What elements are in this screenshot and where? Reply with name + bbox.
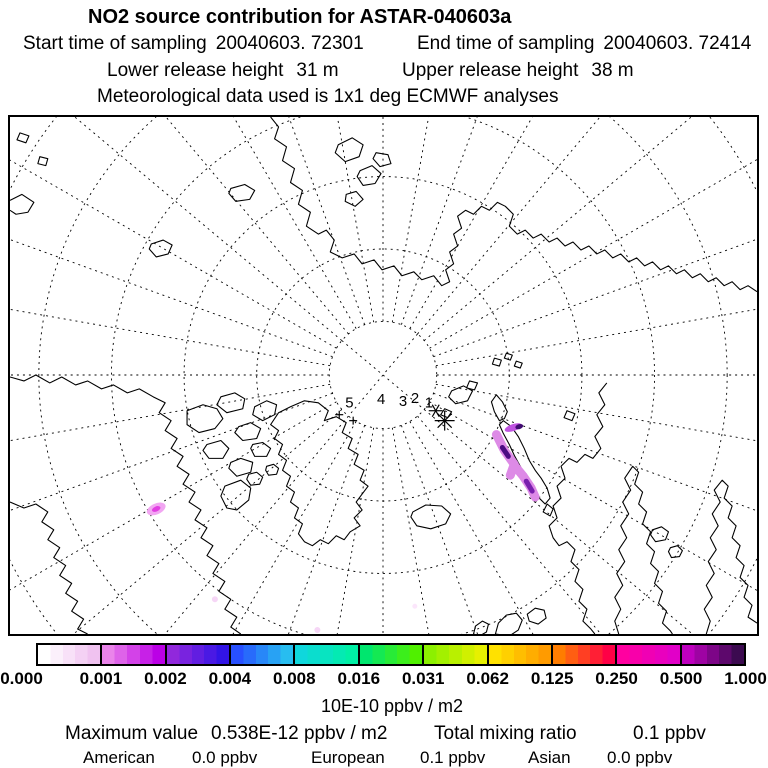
region-name: Asian [528, 748, 571, 767]
colorbar-segment [38, 645, 102, 664]
flight-track [335, 391, 454, 431]
coastline-denmark [495, 613, 522, 634]
island-kolguev [564, 411, 575, 421]
island-canadian-5 [229, 458, 253, 476]
region-name: European [311, 748, 385, 767]
coastline-baltic [615, 466, 673, 634]
meridian-line [401, 117, 689, 325]
colorbar [36, 643, 746, 666]
meridian-line [77, 425, 365, 634]
track-waypoint-label: 2 [410, 390, 420, 407]
colorbar-tick-label: 0.008 [273, 669, 316, 688]
map-frame [8, 115, 759, 636]
island-canadian-3 [235, 423, 261, 441]
colorbar-segment [360, 645, 424, 664]
polar-map [10, 117, 757, 634]
island-uk [527, 608, 546, 624]
max-value-label: Maximum value [65, 723, 199, 744]
start-time-label: Start time of sampling [23, 33, 207, 54]
upper-release-label: Upper release height [402, 60, 579, 81]
meridian-line [228, 117, 374, 322]
colorbar-tick-label: 0.250 [595, 669, 638, 688]
island-franz-josef-2 [504, 353, 512, 360]
lower-release-value: 31 m [296, 60, 339, 81]
coastline-north-america [10, 375, 241, 634]
meridian-line [436, 220, 757, 366]
island-novaya-zemlya-south [499, 421, 550, 504]
island-canadian-4 [203, 440, 229, 458]
colorbar-tick-label: 0.001 [79, 669, 123, 688]
island-vaygach [543, 504, 553, 516]
lake-ladoga [651, 527, 669, 542]
start-time-group [23, 33, 364, 55]
meridian-line [433, 393, 757, 634]
meridian-line [430, 117, 757, 348]
colorbar-segment [102, 645, 166, 664]
meridian-line [10, 117, 333, 357]
meridian-line [436, 384, 757, 530]
meridian-line [10, 393, 333, 634]
island-severnaya-2 [357, 166, 381, 186]
island-canadian-8 [266, 464, 279, 475]
meridian-line [10, 117, 342, 341]
meridian-line [424, 409, 757, 634]
colorbar-tick-label: 0.062 [466, 669, 509, 688]
meridian-line [10, 220, 330, 366]
island-svalbard-2 [467, 381, 478, 390]
meridian-line [77, 117, 365, 325]
colorbar-segment [295, 645, 359, 664]
meridian-line [10, 409, 342, 634]
coastline-europe-east [704, 480, 757, 634]
island-wrangel [229, 184, 255, 201]
island-canadian-2 [217, 393, 245, 413]
island-new-siberian [149, 240, 172, 257]
colorbar-segment [682, 645, 744, 664]
upper-release-value: 38 m [591, 60, 634, 81]
lake-onega [668, 546, 682, 558]
region-name: American [83, 748, 155, 767]
colorbar-segment [424, 645, 488, 664]
colorbar-tick-label: 0.002 [144, 669, 187, 688]
track-waypoint-label: 5 [345, 395, 354, 412]
start-time-value: 20040603. 72301 [215, 33, 364, 54]
meridian-line [424, 117, 757, 341]
meridian-line [418, 416, 757, 634]
island-franz-josef-1 [492, 358, 501, 366]
plot-title: NO2 source contribution for ASTAR-040603a [88, 6, 512, 28]
colorbar-tick-label: 0.004 [208, 669, 252, 688]
colorbar-tick-label: 0.016 [337, 669, 381, 688]
end-time-label: End time of sampling [417, 33, 595, 54]
colorbar-segment [231, 645, 295, 664]
end-time-value: 20040603. 72414 [603, 33, 752, 54]
plume-dot-2 [314, 627, 320, 633]
island-small-2 [38, 157, 48, 166]
meridian-line [430, 402, 757, 634]
colorbar-tick-label: 0.500 [659, 669, 703, 688]
max-value-number: 0.538E-12 ppbv / m2 [211, 723, 388, 744]
colorbar-tick-label: 0.125 [530, 669, 574, 688]
meridian-line [410, 117, 757, 329]
end-time-group [417, 33, 751, 55]
colorbar-segment [553, 645, 617, 664]
upper-release-group [402, 60, 634, 82]
lower-release-label: Lower release height [107, 60, 284, 81]
met-data-line [97, 86, 559, 108]
region-value: 0.1 ppbv [420, 748, 486, 767]
island-severnaya-1 [335, 138, 363, 162]
mixing-ratio-label: Total mixing ratio [434, 723, 577, 744]
coastline-north-america-south [10, 502, 88, 634]
colorbar-segment [489, 645, 553, 664]
met-data-text: Meteorological data used is 1x1 deg ECMWF analyses [97, 86, 559, 107]
concentration-plume [145, 422, 535, 633]
meridian-line [433, 117, 757, 357]
island-svalbard-3 [441, 409, 452, 418]
meridian-line [10, 117, 356, 329]
island-franz-josef-3 [514, 361, 522, 368]
coastline-scandinavia-west [549, 383, 607, 634]
island-small-1 [17, 133, 29, 143]
plume-dot-3 [412, 604, 417, 609]
track-waypoint-label: 1 [424, 395, 434, 412]
coastline-siberia [271, 117, 757, 292]
meridian-line [418, 117, 757, 334]
graticule-grid [10, 117, 757, 634]
region-value: 0.0 ppbv [192, 748, 258, 767]
plume-dot-1 [212, 596, 218, 602]
colorbar-segment [167, 645, 231, 664]
island-baffin [221, 480, 251, 510]
coastline-bottom-bit [474, 621, 489, 634]
colorbar-tick-label: 0.031 [401, 669, 445, 688]
meridian-line [410, 421, 757, 634]
meridian-line [10, 117, 336, 348]
mixing-ratio-value: 0.1 ppbv [633, 723, 706, 744]
colorbar-tick-label: 0.000 [0, 669, 43, 688]
meridian-line [392, 117, 538, 322]
island-iceland [411, 505, 451, 529]
meridian-line [401, 425, 689, 634]
coastline-chukotka [10, 194, 34, 214]
colorbar-tick-label: 1.000 [724, 669, 767, 688]
track-waypoint-label: 3 [398, 393, 408, 410]
island-canadian-7 [247, 472, 263, 485]
track-waypoint-label: 4 [377, 391, 386, 408]
island-canadian-1 [187, 405, 223, 433]
island-novaya-zemlya-north [491, 395, 507, 421]
meridian-line [10, 402, 336, 634]
region-value: 0.0 ppbv [607, 748, 673, 767]
island-severnaya-3 [345, 191, 363, 206]
colorbar-tick-labels [0, 669, 768, 689]
island-severnaya-4 [373, 153, 391, 167]
meridian-line [10, 421, 356, 634]
colorbar-unit-label: 10E-10 ppbv / m2 [320, 696, 464, 716]
colorbar-segment [617, 645, 681, 664]
lower-release-group [107, 60, 339, 82]
